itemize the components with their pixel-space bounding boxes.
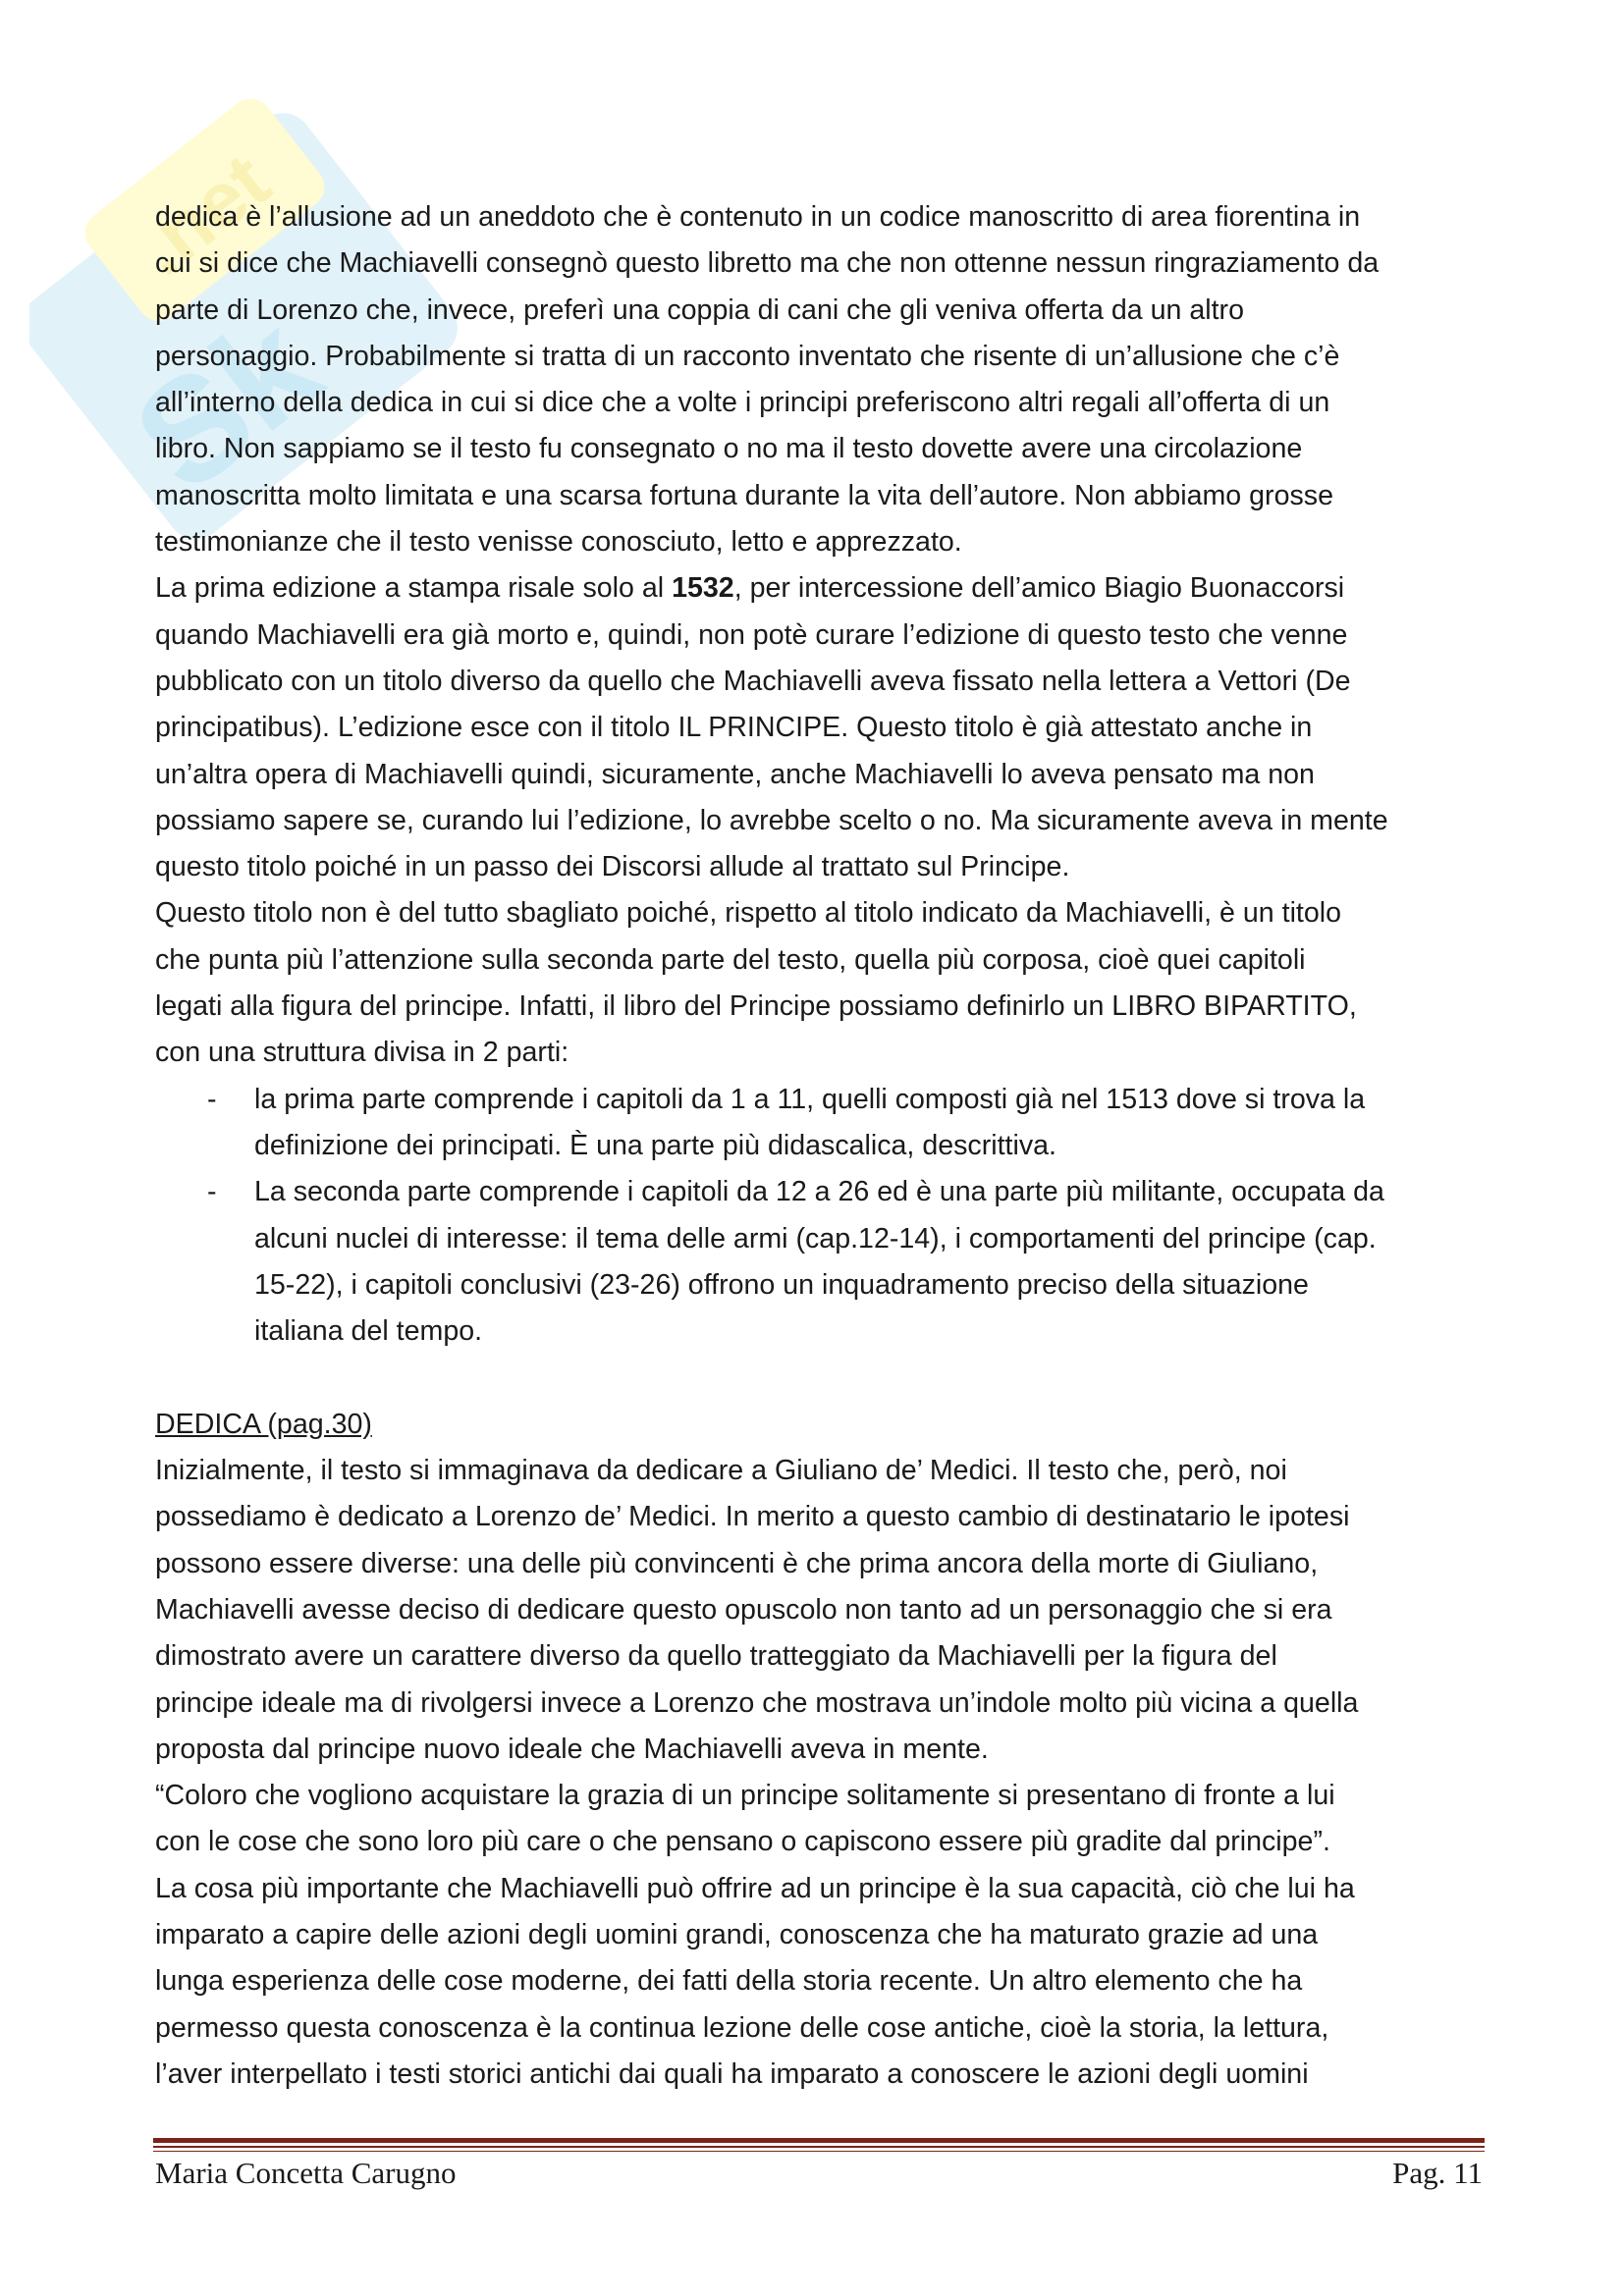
text-line: questo titolo poiché in un passo dei Discorsi allude al trattato sul Principe.: [155, 851, 1070, 883]
text-line: la prima parte comprende i capitoli da 1 a 11, quelli composti già nel 1513 dove si trova la: [254, 1083, 1366, 1115]
text-line: pubblicato con un titolo diverso da quello che Machiavelli aveva fissato nella lettera a Vettori (De: [155, 665, 1351, 697]
paragraph-aneddoto: [155, 194, 1483, 565]
page-number: Pag. 11: [1392, 2156, 1483, 2190]
text-line: quando Machiavelli era già morto e, quindi, non potè curare l’edizione di questo testo che venne: [155, 618, 1348, 651]
text-line: cui si dice che Machiavelli consegnò questo libretto ma che non ottenne nessun ringraziamento da: [155, 247, 1380, 280]
paragraph-capacita: [155, 1866, 1483, 2098]
text-line: possiamo sapere se, curando lui l’edizione, lo avrebbe scelto o no. Ma sicuramente aveva in mente: [155, 804, 1388, 836]
section-heading: DEDICA (pag.30): [155, 1408, 372, 1440]
text-line: alcuni nuclei di interesse: il tema delle armi (cap.12-14), i comportamenti del principe (cap.: [254, 1222, 1377, 1255]
text-line: definizione dei principati. È una parte più didascalica, descrittiva.: [254, 1129, 1056, 1161]
text-line: lunga esperienza delle cose moderne, dei fatti della storia recente. Un altro elemento che ha: [155, 1965, 1303, 1998]
bullet-list: [155, 1077, 1483, 1356]
paragraph-prima-edizione: [155, 565, 1483, 890]
text-line: libro. Non sappiamo se il testo fu consegnato o no ma il testo dovette avere una circolazione: [155, 433, 1303, 465]
text-line: l’aver interpellato i testi storici antichi dai quali ha imparato a conoscere le azioni degli uomini: [155, 2057, 1309, 2090]
text-line: permesso questa conoscenza è la continua lezione delle cose antiche, cioè la storia, la lettura,: [155, 2011, 1329, 2044]
text-line: principatibus). L’edizione esce con il titolo IL PRINCIPE. Questo titolo è già attestato anche in: [155, 712, 1313, 744]
paragraph-dedica: [155, 1448, 1483, 1773]
text-fragment: , per intercessione dell’amico Biagio Buonaccorsi: [733, 572, 1345, 605]
list-item: [155, 1169, 1483, 1355]
document-body: [155, 194, 1483, 2098]
text-line: Inizialmente, il testo si immaginava da dedicare a Giuliano de’ Medici. Il testo che, però, noi: [155, 1455, 1287, 1487]
text-line: La seconda parte comprende i capitoli da 12 a 26 ed è una parte più militante, occupata da: [254, 1176, 1384, 1208]
text-line: possono essere diverse: una delle più convincenti è che prima ancora della morte di Giuliano,: [155, 1547, 1319, 1579]
text-line: legati alla figura del principe. Infatti, il libro del Principe possiamo definirlo un LIBRO BIPARTITO,: [155, 990, 1357, 1023]
text-line: principe ideale ma di rivolgersi invece a Lorenzo che mostrava un’indole molto più vicina a quella: [155, 1686, 1359, 1719]
footer-rule: [153, 2138, 1485, 2143]
text-line: 15-22), i capitoli conclusivi (23-26) offrono un inquadramento preciso della situazione: [254, 1268, 1309, 1301]
year-1532: 1532: [672, 572, 734, 605]
page-footer: [155, 2156, 1483, 2191]
text-line: imparato a capire delle azioni degli uomini grandi, conoscenza che ha maturato grazie ad una: [155, 1918, 1319, 1950]
text-line: dedica è l’allusione ad un aneddoto che è contenuto in un codice manoscritto di area fiorentina in: [155, 201, 1361, 233]
svg-text:.net: .net: [121, 136, 286, 293]
text-line: manoscritta molto limitata e una scarsa fortuna durante la vita dell’autore. Non abbiamo grosse: [155, 479, 1333, 511]
text-line: La cosa più importante che Machiavelli può offrire ad un principe è la sua capacità, ciò che lui ha: [155, 1872, 1355, 1904]
dash-marker: -: [207, 1083, 217, 1115]
text-line: che punta più l’attenzione sulla seconda parte del testo, quella più corposa, cioè quei capitoli: [155, 943, 1306, 976]
text-line: Questo titolo non è del tutto sbagliato poiché, rispetto al titolo indicato da Machiavelli, è un titolo: [155, 897, 1342, 930]
text-line: proposta dal principe nuovo ideale che Machiavelli aveva in mente.: [155, 1733, 989, 1765]
text-line: con una struttura divisa in 2 parti:: [155, 1037, 569, 1069]
list-item: [155, 1077, 1483, 1170]
text-line: testimonianze che il testo venisse conosciuto, letto e apprezzato.: [155, 526, 962, 559]
text-line: personaggio. Probabilmente si tratta di un racconto inventato che risente di un’allusione che c’è: [155, 340, 1340, 372]
spacer: [155, 1355, 1483, 1401]
text-line: un’altra opera di Machiavelli quindi, sicuramente, anche Machiavelli lo aveva pensato ma non: [155, 758, 1315, 790]
text-line: dimostrato avere un carattere diverso da quello tratteggiato da Machiavelli per la figura del: [155, 1640, 1277, 1673]
text-line: “Coloro che vogliono acquistare la grazia di un principe solitamente si presentano di fronte a lui: [155, 1780, 1335, 1812]
footer-author: Maria Concetta Carugno: [155, 2156, 457, 2190]
text-line: italiana del tempo.: [254, 1315, 483, 1348]
text-line: con le cose che sono loro più care o che pensano o capiscono essere più gradite dal principe”.: [155, 1826, 1330, 1858]
text-line: Machiavelli avesse deciso di dedicare questo opuscolo non tanto ad un personaggio che si era: [155, 1593, 1332, 1626]
text-line: all’interno della dedica in cui si dice che a volte i principi preferiscono altri regali all’offerta di un: [155, 387, 1330, 419]
text-line: parte di Lorenzo che, invece, preferì una coppia di cani che gli veniva offerta da un altro: [155, 294, 1244, 326]
paragraph-titolo: [155, 890, 1483, 1076]
footer-rule: [153, 2151, 1485, 2152]
dash-marker: -: [207, 1176, 217, 1208]
svg-text:Sk: Sk: [104, 282, 349, 523]
text-line: [155, 565, 1483, 612]
text-line: possediamo è dedicato a Lorenzo de’ Medici. In merito a questo cambio di destinatario le ipotesi: [155, 1501, 1350, 1533]
text-fragment: La prima edizione a stampa risale solo al: [155, 572, 673, 605]
footer-rule: [153, 2146, 1485, 2148]
quote-block: [155, 1773, 1483, 1866]
